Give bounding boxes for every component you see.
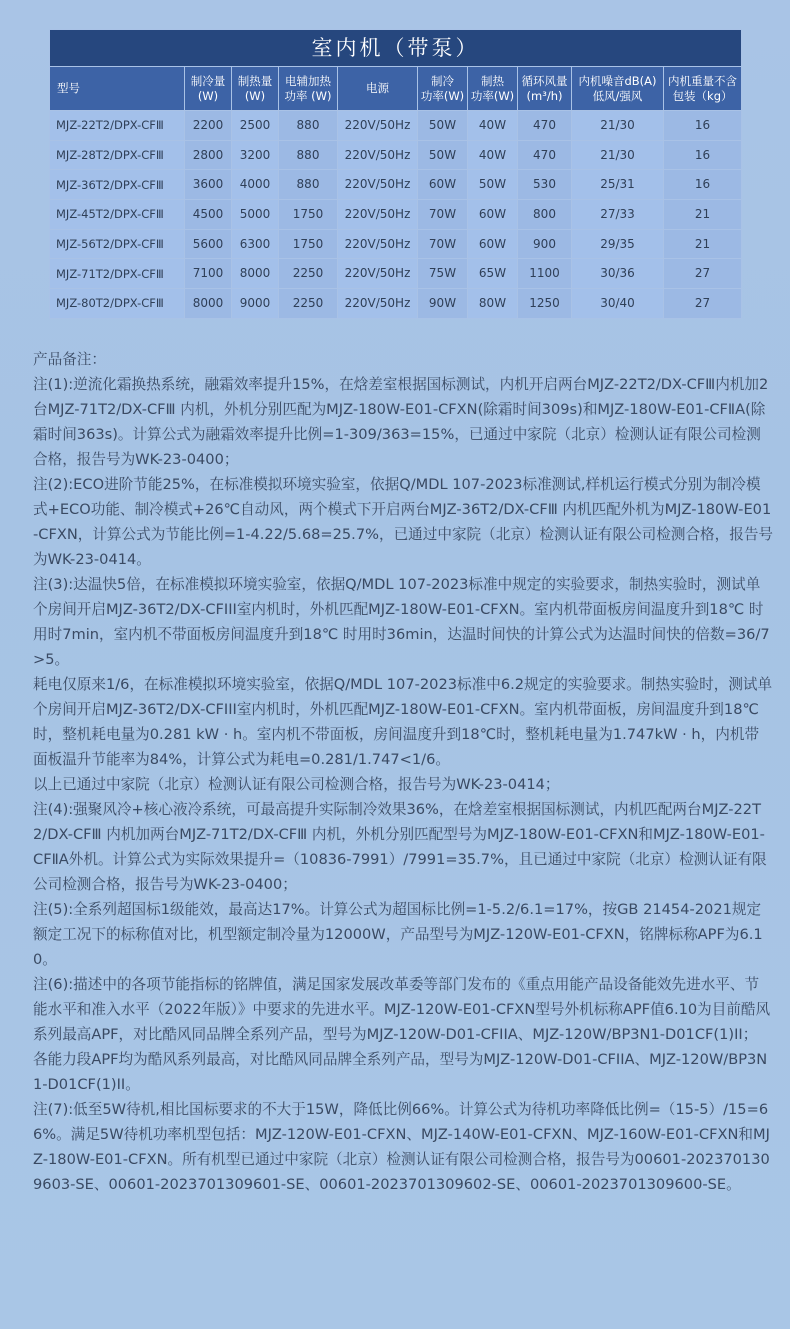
table-cell: 470: [518, 111, 572, 141]
table-cell: 27/33: [572, 200, 664, 230]
table-cell: 60W: [418, 170, 468, 200]
table-cell: 220V/50Hz: [338, 111, 418, 141]
table-row: [50, 140, 742, 170]
table-cell: 80W: [468, 289, 518, 319]
table-cell: 70W: [418, 229, 468, 259]
table-row: [50, 259, 742, 289]
table-cell: 2800: [185, 140, 232, 170]
table-row: [50, 289, 742, 319]
table-cell: 530: [518, 170, 572, 200]
model-cell: MJZ-28T2/DPX-CFⅢ: [50, 140, 185, 170]
note-paragraph: 各能力段APF均为酷风系列最高，对比酷风同品牌全系列产品，型号为MJZ-120W-D01-CFIIA、MJZ-120W/BP3N1-D01CF(1)II。: [33, 1051, 768, 1093]
table-cell: 16: [664, 170, 742, 200]
product-notes: [33, 347, 773, 1197]
table-cell: 25/31: [572, 170, 664, 200]
note-paragraph: 注(6):描述中的各项节能指标的铭牌值，满足国家发展改革委等部门发布的《重点用能产品设备能效先进水平、节能水平和准入水平（2022年版）》中要求的先进水平。MJZ-120W-E01-CFXN型号外机标称APF值6.10为目前酷风系列最高APF，对比酷风同品牌全系列产品，型号为MJZ-120W-D01-CFIIA、MJZ-120W/BP3N1-D01CF(1)II；: [33, 976, 771, 1043]
column-header: 循环风量 (m³/h): [518, 67, 572, 111]
table-cell: 21/30: [572, 111, 664, 141]
table-cell: 1750: [279, 229, 338, 259]
table-cell: 29/35: [572, 229, 664, 259]
table-cell: 50W: [468, 170, 518, 200]
table-row: [50, 200, 742, 230]
column-header: 电源: [338, 67, 418, 111]
note-paragraph: 注(1):逆流化霜换热系统，融霜效率提升15%，在焓差室根据国标测试，内机开启两台MJZ-22T2/DX-CFⅢ内机加2台MJZ-71T2/DX-CFⅢ 内机，外机分别匹配为MJZ-180W-E01-CFXN(除霜时间309s)和MJZ-180W-E01-CFⅡA(除霜时间363s)。计算公式为融霜效率提升比例=1-309/363=15%，已通过中家院（北京）检测认证有限公司检测合格，报告号为WK-23-0400；: [33, 376, 769, 468]
column-header: 制热量 (W): [232, 67, 279, 111]
column-header: 型号: [50, 67, 185, 111]
table-cell: 3200: [232, 140, 279, 170]
note-paragraph: 注(5):全系列超国标1级能效，最高达17%。计算公式为超国标比例=1-5.2/6.1=17%，按GB 21454-2021规定额定工况下的标称值对比，机型额定制冷量为12000W，产品型号为MJZ-120W-E01-CFXN，铭牌标称APF为6.10。: [33, 901, 763, 968]
table-cell: 1750: [279, 200, 338, 230]
table-cell: 30/40: [572, 289, 664, 319]
table-header-row: [50, 67, 742, 111]
table-row: [50, 111, 742, 141]
table-cell: 2500: [232, 111, 279, 141]
table-cell: 21: [664, 229, 742, 259]
table-cell: 880: [279, 111, 338, 141]
note-paragraph: 注(4):强聚风冷+核心液冷系统，可最高提升实际制冷效果36%，在焓差室根据国标测试，内机匹配两台MJZ-22T2/DX-CFⅢ 内机加两台MJZ-71T2/DX-CFⅢ 内机，外机分别匹配型号为MJZ-180W-E01-CFXN和MJZ-180W-E01-CFⅡA外机。计算公式为实际效果提升=（10836-7991）/7991=35.7%，且已通过中家院（北京）检测认证有限公司检测合格，报告号为WK-23-0400；: [33, 801, 767, 893]
table-cell: 220V/50Hz: [338, 170, 418, 200]
table-cell: 40W: [468, 111, 518, 141]
table-cell: 6300: [232, 229, 279, 259]
table-cell: 4000: [232, 170, 279, 200]
spec-table: [49, 29, 742, 319]
table-cell: 3600: [185, 170, 232, 200]
table-cell: 27: [664, 289, 742, 319]
table-cell: 220V/50Hz: [338, 200, 418, 230]
table-cell: 30/36: [572, 259, 664, 289]
table-cell: 21: [664, 200, 742, 230]
table-cell: 2250: [279, 289, 338, 319]
column-header: 制冷 功率(W): [418, 67, 468, 111]
model-cell: MJZ-22T2/DPX-CFⅢ: [50, 111, 185, 141]
model-cell: MJZ-56T2/DPX-CFⅢ: [50, 229, 185, 259]
table-cell: 40W: [468, 140, 518, 170]
note-paragraph: 注(3):达温快5倍，在标准模拟环境实验室，依据Q/MDL 107-2023标准中规定的实验要求，制热实验时，测试单个房间开启MJZ-36T2/DX-CFIII室内机时，外机匹配MJZ-180W-E01-CFXN。室内机带面板房间温度升到18℃ 时用时7min，室内机不带面板房间温度升到18℃ 时用时36min，达温时间快的计算公式为达温时间快的倍数=36/7>5。: [33, 576, 770, 668]
table-cell: 2200: [185, 111, 232, 141]
table-cell: 8000: [232, 259, 279, 289]
table-cell: 1100: [518, 259, 572, 289]
column-header: 制冷量 (W): [185, 67, 232, 111]
model-cell: MJZ-45T2/DPX-CFⅢ: [50, 200, 185, 230]
table-row: [50, 229, 742, 259]
table-cell: 60W: [468, 229, 518, 259]
table-cell: 2250: [279, 259, 338, 289]
note-paragraph: 注(2):ECO进阶节能25%，在标准模拟环境实验室，依据Q/MDL 107-2023标准测试,样机运行模式分别为制冷模式+ECO功能、制冷模式+26℃自动风，两个模式下开启两台MJZ-36T2/DX-CFⅢ 内机匹配外机为MJZ-180W-E01-CFXN，计算公式为节能比例=1-4.22/5.68=25.7%，已通过中家院（北京）检测认证有限公司检测合格，报告号为WK-23-0414。: [33, 476, 774, 568]
table-cell: 220V/50Hz: [338, 229, 418, 259]
note-paragraph: 耗电仅原来1/6，在标准模拟环境实验室，依据Q/MDL 107-2023标准中6.2规定的实验要求。制热实验时，测试单个房间开启MJZ-36T2/DX-CFIII室内机时，外机匹配MJZ-180W-E01-CFXN。室内机带面板，房间温度升到18℃ 时，整机耗电量为0.281 kW · h。室内机不带面板，房间温度升到18℃时，整机耗电量为1.747kW · h，内机带面板温升节能率为84%，计算公式为耗电=0.281/1.747<1/6。: [33, 676, 773, 768]
table-cell: 65W: [468, 259, 518, 289]
table-cell: 220V/50Hz: [338, 259, 418, 289]
column-header: 内机重量不含 包装（kg）: [664, 67, 742, 111]
table-cell: 75W: [418, 259, 468, 289]
table-title: 室内机（带泵）: [50, 30, 742, 67]
table-cell: 800: [518, 200, 572, 230]
table-cell: 220V/50Hz: [338, 289, 418, 319]
table-cell: 9000: [232, 289, 279, 319]
table-cell: 16: [664, 140, 742, 170]
table-cell: 50W: [418, 140, 468, 170]
table-cell: 470: [518, 140, 572, 170]
table-cell: 70W: [418, 200, 468, 230]
model-cell: MJZ-36T2/DPX-CFⅢ: [50, 170, 185, 200]
column-header: 制热 功率(W): [468, 67, 518, 111]
model-cell: MJZ-80T2/DPX-CFⅢ: [50, 289, 185, 319]
table-cell: 1250: [518, 289, 572, 319]
note-paragraph: 注(7):低至5W待机,相比国标要求的不大于15W，降低比例66%。计算公式为待机功率降低比例=（15-5）/15=66%。满足5W待机功率机型包括：MJZ-120W-E01-CFXN、MJZ-140W-E01-CFXN、MJZ-160W-E01-CFXN和MJZ-180W-E01-CFXN。所有机型已通过中家院（北京）检测认证有限公司检测合格，报告号为00601-2023701309603-SE、00601-2023701309601-SE、00601-2023701309602-SE、00601-2023701309600-SE。: [33, 1101, 770, 1193]
table-cell: 900: [518, 229, 572, 259]
table-cell: 880: [279, 170, 338, 200]
table-cell: 21/30: [572, 140, 664, 170]
column-header: 内机噪音dB(A) 低风/强风: [572, 67, 664, 111]
table-cell: 5600: [185, 229, 232, 259]
table-cell: 7100: [185, 259, 232, 289]
model-cell: MJZ-71T2/DPX-CFⅢ: [50, 259, 185, 289]
note-paragraph: 以上已通过中家院（北京）检测认证有限公司检测合格，报告号为WK-23-0414；: [33, 776, 560, 793]
table-cell: 880: [279, 140, 338, 170]
table-cell: 4500: [185, 200, 232, 230]
table-cell: 60W: [468, 200, 518, 230]
table-cell: 27: [664, 259, 742, 289]
table-cell: 50W: [418, 111, 468, 141]
table-cell: 5000: [232, 200, 279, 230]
notes-heading: 产品备注：: [33, 351, 106, 368]
table-row: [50, 170, 742, 200]
table-cell: 90W: [418, 289, 468, 319]
table-cell: 16: [664, 111, 742, 141]
column-header: 电辅加热 功率 (W): [279, 67, 338, 111]
table-cell: 220V/50Hz: [338, 140, 418, 170]
table-cell: 8000: [185, 289, 232, 319]
